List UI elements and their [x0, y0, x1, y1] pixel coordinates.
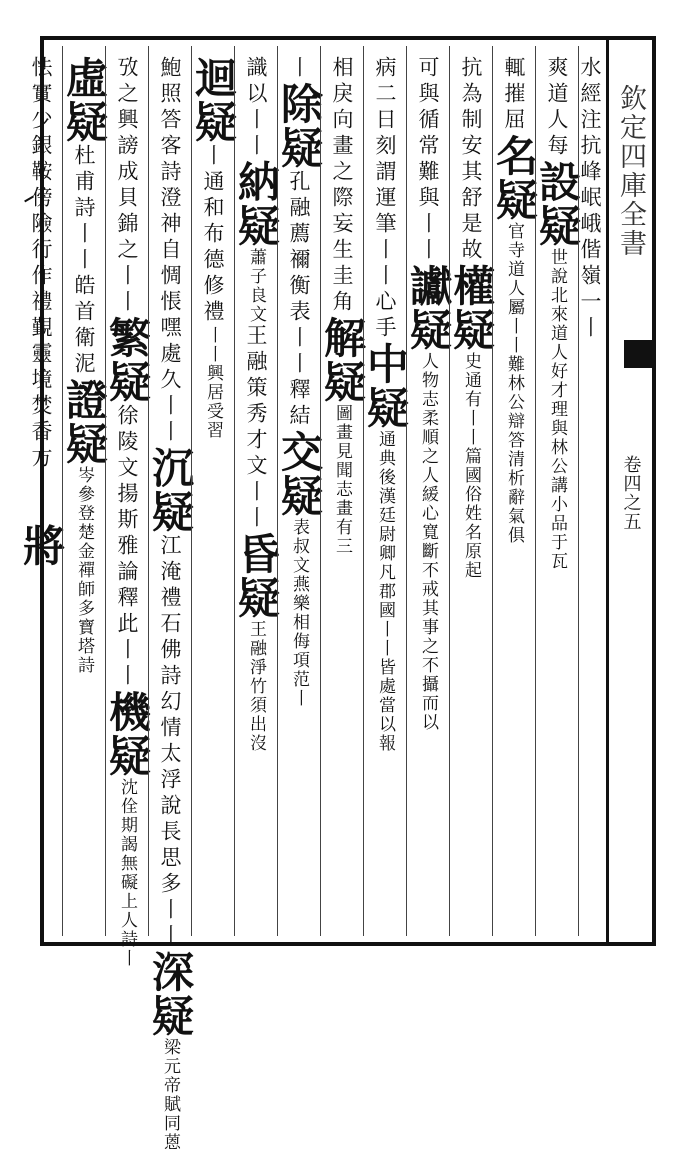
headword: 迴疑 — [189, 56, 238, 144]
body-text: 識以丨丨 — [244, 56, 268, 160]
volume-label: 卷四之五 — [620, 455, 642, 531]
book-title: 欽定四庫全書 — [615, 84, 646, 258]
text-column — [232, 46, 281, 936]
headword: 權疑 — [447, 264, 496, 352]
text-column — [17, 46, 66, 936]
headword: 名疑 — [490, 134, 539, 222]
headword: 虛疑 — [60, 56, 109, 144]
text-column — [490, 46, 539, 936]
headword: 繁疑 — [103, 316, 152, 404]
annotation-text: 通典後漢廷尉卿凡郡國丨丨皆處當以報 — [375, 430, 395, 753]
text-column — [318, 46, 367, 936]
body-text: 輒摧屈 — [502, 56, 526, 134]
annotation-text: 沈佺期謁無礙上人詩丨 — [117, 778, 137, 968]
annotation-text: 人物志柔順之人緩心寬斷不戒其事之不攝而以 — [418, 352, 438, 732]
body-text: 作禮覲靈境焚香方丨丨 — [29, 264, 53, 524]
annotation-text: 圖畫見聞志畫有三 — [332, 404, 352, 556]
body-text: 可與循常難與丨丨 — [416, 56, 440, 264]
annotation-text: 岑參登楚金禪師多寶塔詩 — [74, 466, 94, 675]
headword: 設疑 — [533, 160, 582, 248]
text-column — [404, 46, 453, 936]
headword: 昏疑 — [232, 532, 281, 620]
text-column — [189, 46, 238, 936]
annotation-text: 世說北來道人好才理與林公講小品于瓦 — [547, 248, 567, 571]
body-text: 攷之興謗成貝錦之丨丨 — [115, 56, 139, 316]
page-edge — [606, 40, 652, 942]
headword: 中疑 — [361, 342, 410, 430]
headword: 除疑 — [275, 82, 324, 170]
headword: 解疑 — [318, 316, 367, 404]
annotation-text: 表叔文燕樂相侮項范丨 — [289, 518, 309, 708]
text-column — [146, 46, 195, 1152]
headword: 深疑 — [146, 950, 195, 1038]
headword: 納疑 — [232, 160, 281, 248]
annotation-text: 史通有丨丨篇國俗姓名原起 — [461, 352, 481, 580]
body-text: 江淹禮石佛詩幻情太浮說長思多丨丨 — [158, 534, 182, 950]
body-text: 怯實少銀鞍傍險行 — [29, 56, 53, 264]
body-text: 水經注抗峰岷峨偕嶺一丨 — [578, 56, 602, 342]
text-column — [103, 46, 152, 968]
headword: 機疑 — [103, 690, 152, 778]
headword: 讞疑 — [404, 264, 453, 352]
headword: 交疑 — [275, 430, 324, 518]
body-text: 徐陵文揚斯雅論釋此丨丨 — [115, 404, 139, 690]
body-text: 丨通和布德修禮 — [201, 144, 225, 326]
body-text: 王融策秀才文丨丨 — [244, 324, 268, 532]
text-column — [361, 46, 410, 936]
body-text: 孔融薦禰衡表丨丨釋結 — [287, 170, 311, 430]
annotation-text: 梁元帝賦同蒽 — [160, 1038, 180, 1152]
text-column — [447, 46, 496, 936]
body-text: 爽道人每 — [545, 56, 569, 160]
body-text: 病二日刻謂運筆丨丨心手 — [373, 56, 397, 342]
annotation-text: 蕭子良文 — [246, 248, 266, 324]
annotation-text: 官寺道人屬丨丨難林公辯答清析辭氣俱 — [504, 222, 524, 545]
headword: 證疑 — [60, 378, 109, 466]
text-column — [533, 46, 582, 936]
text-column — [578, 46, 600, 936]
text-body — [17, 46, 602, 1152]
text-column — [60, 46, 109, 936]
headword: 沉疑 — [146, 446, 195, 534]
fish-tail-mark — [624, 340, 652, 368]
text-column — [275, 46, 324, 936]
page-frame — [17, 36, 656, 1152]
body-text: 相戾向畫之際妄生圭角 — [330, 56, 354, 316]
annotation-text: 王融淨竹須出沒 — [246, 620, 266, 753]
body-text: 抗為制安其舒是故 — [459, 56, 483, 264]
body-text: 丨 — [287, 56, 311, 82]
body-text: 杜甫詩丨丨皓首衛泥 — [72, 144, 96, 378]
body-text: 鮑照答客詩澄神自惆悵嘿處久丨丨 — [158, 56, 182, 446]
headword: 將 — [17, 524, 66, 568]
annotation-text: 丨丨興居受習 — [203, 326, 223, 440]
